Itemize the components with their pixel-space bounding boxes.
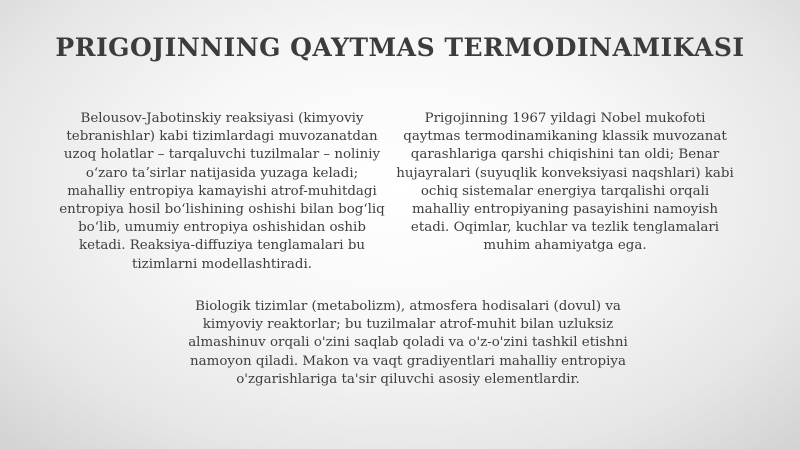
text-block-right: Prigojinning 1967 yildagi Nobel mukofoti qaytmas termodinamikaning klassik muvozanat qarashlariga qarshi chiqishini tan oldi; Benar hujayralari (suyuqlik konveksiyasi naqshlari) kabi ochiq sistemalar energiya tarqalishi orqali mahalliy entropiyaning pasayishini namoyish etadi. Oqimlar, kuchlar va tezlik tenglamalari muhim ahamiyatga ega. [396, 111, 734, 254]
text-block-bottom: Biologik tizimlar (metabolizm), atmosfera hodisalari (dovul) va kimyoviy reaktorlar; bu tuzilmalar atrof-muhit bilan uzluksiz almashinuv orqali o'zini saqlab qoladi va o'z-o'zini tashkil etishni namoyon qiladi. Makon va vaqt gradiyentlari mahalliy entropiya o'zgarishlariga ta'sir qiluvchi asosiy elementlardir. [188, 299, 628, 387]
text-block-left: Belousov-Jabotinskiy reaksiyasi (kimyoviy tebranishlar) kabi tizimlardagi muvozanatdan uzoq holatlar – tarqaluvchi tuzilmalar – noliniy oʻzaro taʼsirlar natijasida yuzaga keladi; mahalliy entropiya kamayishi atrof-muhitdagi entropiya hosil boʻlishining oshishi bilan bogʻliq boʻlib, umumiy entropiya oshishidan oshib ketadi. Reaksiya-diffuziya tenglamalari bu tizimlarni modellashtiradi. [59, 111, 385, 272]
slide-title: PRIGOJINNING QAYTMAS TERMODINAMIKASI [55, 33, 745, 62]
